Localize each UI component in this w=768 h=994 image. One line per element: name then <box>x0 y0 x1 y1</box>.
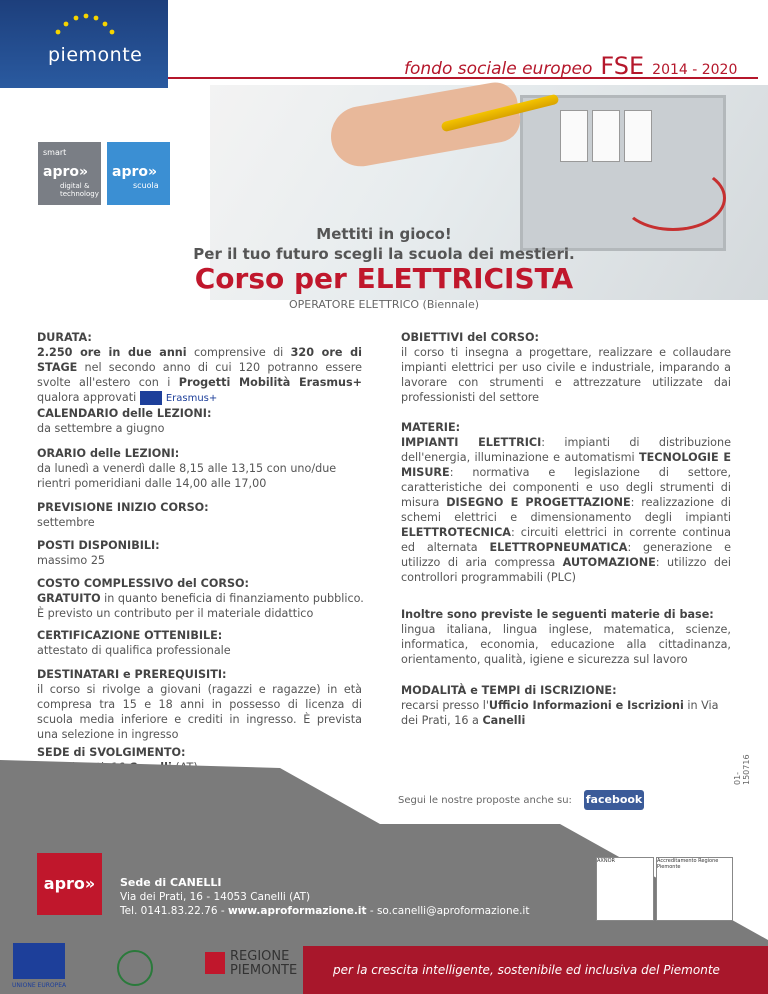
apro-smart-logo <box>38 142 101 205</box>
section-text: attestato di qualifica professionale <box>37 644 231 657</box>
apro-footer-logo: apro» <box>37 853 102 915</box>
fse-big: FSE <box>600 52 645 80</box>
logo-smart-label: smart <box>43 148 67 157</box>
posti-section <box>37 538 362 568</box>
course-subtitle: OPERATORE ELETTRICO (Biennale) <box>288 298 480 311</box>
section-heading: DURATA: <box>37 331 92 344</box>
obiettivi-section <box>401 330 731 405</box>
base-section <box>401 607 731 667</box>
section-text: lingua italiana, lingua inglese, matematica, scienze, informatica, economia, educazione alla cittadinanza, orientamento, qualità, igiene e sicurezza sul lavoro <box>401 623 731 666</box>
italy-emblem-icon <box>117 950 153 986</box>
modalita-section: MODALITÀ e TEMPI di ISCRIZIONE: recarsi presso l'Ufficio Informazioni e Iscrizioni in Via dei Prati, 16 a Canelli <box>401 683 731 728</box>
apro-scuola-logo <box>107 142 170 205</box>
costo-section <box>37 576 367 621</box>
accreditation-logo: Accreditamento Regione Piemonte <box>656 857 733 921</box>
section-heading: CERTIFICAZIONE OTTENIBILE: <box>37 629 223 642</box>
fse-prefix: fondo sociale europeo <box>404 59 593 79</box>
section-text: da lunedì a venerdì dalle 8,15 alle 13,15 con uno/due rientri pomeridiani dalle 14,00 alle 17,00 <box>37 462 337 490</box>
section-text: massimo 25 <box>37 554 106 567</box>
section-heading: MATERIE: <box>401 421 461 434</box>
section-text: il corso si rivolge a giovani (ragazzi e ragazze) in età compresa tra 15 e 18 anni in possesso di licenza di scuola media inferiore e crediti in ingresso. È prevista una selezione in ingresso <box>37 683 362 741</box>
certification-logo: AXNOR <box>596 857 654 921</box>
inizio-section <box>37 500 362 530</box>
logo-apro: apro» <box>112 164 158 180</box>
eu-label: UNIONE EUROPEA <box>12 982 67 989</box>
section-heading: MODALITÀ e TEMPI di ISCRIZIONE: <box>401 684 617 697</box>
website-link[interactable]: www.aproformazione.it <box>227 905 367 917</box>
stars-icon <box>50 10 120 42</box>
wire <box>620 165 726 231</box>
section-heading: POSTI DISPONIBILI: <box>37 539 160 552</box>
section-heading: PREVISIONE INIZIO CORSO: <box>37 501 209 514</box>
region-logo: REGIONE PIEMONTE <box>230 949 298 978</box>
region-word: piemonte <box>48 44 143 66</box>
section-heading: Inoltre sono previste le seguenti materie di base: <box>401 608 714 621</box>
section-text: il corso ti insegna a progettare, realizzare e collaudare impianti elettrici per uso civile e industriale, imparando a lavorare con strumenti e attrezzature utilizzate dai professionisti del settore <box>401 346 731 404</box>
section-text: IMPIANTI ELETTRICI: impianti di distribuzione dell'energia, illuminazione e automatismi TECNOLOGIE E MISURE: normativa e legislazione di settore, caratteristiche dei componenti e uso degli strumenti di misura DISEGNO E PROGETTAZIONE: realizzazione di schemi elettrici e dimensionamento degli impianti ELETTROTECNICA: circuiti elettrici in corrente continua ed alternata ELETTROPNEUMATICA: generazione e utilizzo di aria compressa AUTOMAZIONE: utilizzo dei controllori programmabili (PLC) <box>401 436 731 584</box>
fse-heading <box>404 52 737 80</box>
section-heading: CALENDARIO delle LEZIONI: <box>37 407 212 420</box>
section-heading: ORARIO delle LEZIONI: <box>37 447 180 460</box>
eu-flag-icon <box>140 391 162 405</box>
destinatari-section <box>37 667 362 742</box>
eu-flag-icon <box>13 943 65 979</box>
footer-tagline: per la crescita intelligente, sostenibile ed inclusiva del Piemonte <box>333 963 720 977</box>
section-heading: DESTINATARI e PREREQUISITI: <box>37 668 227 681</box>
breaker <box>560 110 588 162</box>
breaker <box>624 110 652 162</box>
section-text: in quanto beneficia di finanziamento pubblico. È previsto un contributo per il materiale didattico <box>37 592 364 620</box>
tagline: Per il tuo futuro scegli la scuola dei mestieri. <box>193 245 575 263</box>
fse-years: 2014 - 2020 <box>652 62 738 78</box>
logo-sub: scuola <box>133 181 159 190</box>
facebook-button[interactable]: facebook <box>584 790 644 810</box>
social-prompt: Segui le nostre proposte anche su: <box>398 795 572 806</box>
durata-section <box>37 330 362 406</box>
sede-address: Via dei Prati, 16 - 14053 Canelli (AT) <box>120 891 311 903</box>
breaker <box>592 110 620 162</box>
course-title: Corso per ELETTRICISTA <box>194 262 574 295</box>
calendario-section <box>37 406 362 436</box>
tagline: Mettiti in gioco! <box>316 225 452 243</box>
section-heading: SEDE di SVOLGIMENTO: <box>37 746 186 759</box>
section-text: settembre <box>37 516 95 529</box>
logo-apro: apro» <box>43 164 89 180</box>
cert-section <box>37 628 362 658</box>
section-text: 2.250 ore in due anni comprensive di 320 ore di STAGE nel secondo anno di cui 120 potranno essere svolte all'estero con i Progetti Mobilità Erasmus+ qualora approvati Erasmus+ <box>37 346 363 404</box>
logo-sub: digital & technology <box>60 182 99 198</box>
sede-title: Sede di CANELLI <box>120 876 222 889</box>
section-heading: COSTO COMPLESSIVO del CORSO: <box>37 577 249 590</box>
orario-section <box>37 446 367 491</box>
costo-bold: GRATUITO <box>37 592 101 605</box>
section-heading: OBIETTIVI del CORSO: <box>401 331 539 344</box>
sede-contact: Tel. 0141.83.22.76 - www.aproformazione.it - so.canelli@aproformazione.it <box>120 905 530 917</box>
region-shield-icon <box>205 952 225 974</box>
section-text: da settembre a giugno <box>37 422 165 435</box>
doc-code: 01-150716 <box>733 754 751 785</box>
erasmus-label: Erasmus+ <box>165 393 218 404</box>
materie-section <box>401 420 731 585</box>
